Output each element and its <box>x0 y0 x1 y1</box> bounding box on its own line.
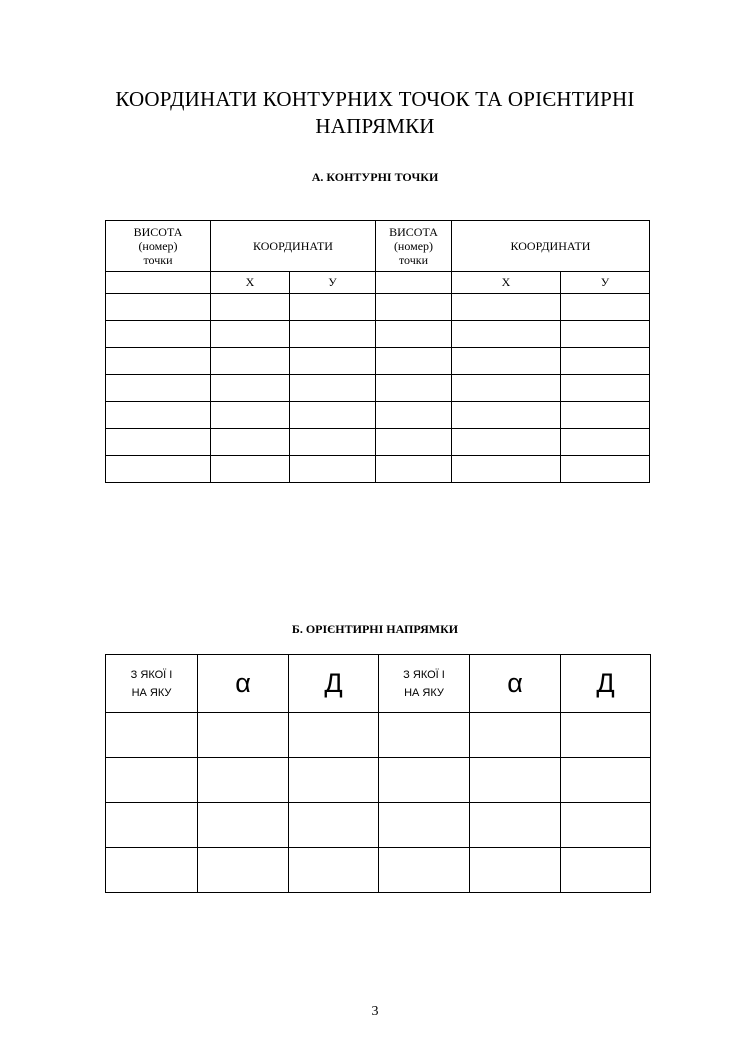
table-cell[interactable] <box>561 456 650 483</box>
table-cell[interactable] <box>290 429 376 456</box>
y-label-cell: У <box>561 272 650 294</box>
table-cell[interactable] <box>452 294 561 321</box>
page-title-line-2: НАПРЯМКИ <box>315 114 435 138</box>
table-cell[interactable] <box>561 402 650 429</box>
from-to-header-line-2: НА ЯКУ <box>404 686 444 699</box>
from-to-header-line-2: НА ЯКУ <box>131 686 172 699</box>
table-cell[interactable] <box>106 429 211 456</box>
height-header-line-2: (номер) <box>138 239 178 253</box>
height-header-line-3: точки <box>143 253 173 267</box>
page-title <box>0 86 750 140</box>
table-row <box>106 402 650 429</box>
table-cell[interactable] <box>376 321 452 348</box>
contour-points-table <box>105 220 650 483</box>
from-to-header-line-1: З ЯКОЇ І <box>403 668 445 681</box>
table-header-row <box>106 221 650 272</box>
table-subheader-row <box>106 272 650 294</box>
table-cell[interactable] <box>376 294 452 321</box>
table-cell[interactable] <box>470 848 561 893</box>
table-cell[interactable] <box>290 375 376 402</box>
table-cell[interactable] <box>452 321 561 348</box>
y-label-cell: У <box>290 272 376 294</box>
table-cell[interactable] <box>290 402 376 429</box>
table-cell[interactable] <box>561 348 650 375</box>
table-cell[interactable] <box>452 348 561 375</box>
table-cell[interactable] <box>452 402 561 429</box>
table-cell[interactable] <box>289 713 379 758</box>
height-header-line-1: ВИСОТА <box>133 225 183 239</box>
table-cell[interactable] <box>452 456 561 483</box>
table-cell[interactable] <box>561 375 650 402</box>
table-cell[interactable] <box>211 375 290 402</box>
table-cell[interactable] <box>452 375 561 402</box>
table-cell[interactable] <box>376 456 452 483</box>
table-row <box>106 321 650 348</box>
height-header-line-3: точки <box>398 253 429 267</box>
table-cell[interactable] <box>290 321 376 348</box>
table-cell[interactable] <box>289 803 379 848</box>
alpha-header-cell: α <box>470 655 561 713</box>
table-cell[interactable] <box>289 758 379 803</box>
table-cell[interactable] <box>106 713 198 758</box>
table-row <box>106 348 650 375</box>
table-cell[interactable] <box>211 348 290 375</box>
table-cell[interactable] <box>470 713 561 758</box>
table-cell[interactable] <box>106 348 211 375</box>
table-cell[interactable] <box>561 294 650 321</box>
from-to-header-cell <box>106 655 198 713</box>
table-cell[interactable] <box>376 402 452 429</box>
table-header-row <box>106 655 651 713</box>
table-cell[interactable] <box>452 429 561 456</box>
table-cell[interactable] <box>561 803 651 848</box>
section-b-heading: Б. ОРІЄНТИРНІ НАПРЯМКИ <box>291 622 459 636</box>
alpha-header-cell: α <box>198 655 289 713</box>
table-cell[interactable] <box>376 375 452 402</box>
table-cell[interactable] <box>376 348 452 375</box>
table-cell[interactable] <box>106 321 211 348</box>
reference-directions-table <box>105 654 651 893</box>
table-cell[interactable] <box>211 294 290 321</box>
table-cell[interactable] <box>379 758 470 803</box>
d-header-cell: Д <box>289 655 379 713</box>
table-cell[interactable] <box>106 456 211 483</box>
coords-header-cell: КООРДИНАТИ <box>452 221 650 272</box>
table-cell[interactable] <box>106 294 211 321</box>
table-row <box>106 294 650 321</box>
table-cell[interactable] <box>379 713 470 758</box>
table-cell[interactable] <box>561 758 651 803</box>
table-row <box>106 713 651 758</box>
table-cell[interactable] <box>290 294 376 321</box>
table-cell[interactable] <box>290 456 376 483</box>
table-cell[interactable] <box>211 321 290 348</box>
table-row <box>106 429 650 456</box>
table-cell[interactable] <box>211 429 290 456</box>
table-cell[interactable] <box>561 429 650 456</box>
from-to-header-line-1: З ЯКОЇ І <box>130 668 173 681</box>
table-cell[interactable] <box>106 803 198 848</box>
section-a-heading: А. КОНТУРНІ ТОЧКИ <box>311 170 439 184</box>
table-cell[interactable] <box>379 848 470 893</box>
table-cell[interactable] <box>198 758 289 803</box>
table-row <box>106 803 651 848</box>
table-row <box>106 848 651 893</box>
table-cell[interactable] <box>470 803 561 848</box>
table-cell[interactable] <box>198 713 289 758</box>
table-cell[interactable] <box>289 848 379 893</box>
table-cell[interactable] <box>561 848 651 893</box>
height-header-cell <box>106 221 211 272</box>
from-to-header-cell <box>379 655 470 713</box>
table-cell[interactable] <box>290 348 376 375</box>
page-number: 3 <box>371 1004 379 1019</box>
table-cell[interactable] <box>211 456 290 483</box>
table-cell[interactable] <box>379 803 470 848</box>
height-header-line-1: ВИСОТА <box>389 225 438 239</box>
table-cell[interactable] <box>106 758 198 803</box>
table-cell[interactable] <box>376 429 452 456</box>
table-cell[interactable] <box>106 402 211 429</box>
table-row <box>106 758 651 803</box>
coords-header-cell: КООРДИНАТИ <box>211 221 376 272</box>
table-cell[interactable] <box>198 803 289 848</box>
table-cell[interactable] <box>561 713 651 758</box>
height-header-cell <box>376 221 452 272</box>
table-row <box>106 375 650 402</box>
table-cell <box>376 272 452 294</box>
table-cell[interactable] <box>106 375 211 402</box>
table-cell[interactable] <box>470 758 561 803</box>
x-label-cell: Х <box>211 272 290 294</box>
table-cell[interactable] <box>106 848 198 893</box>
table-cell[interactable] <box>198 848 289 893</box>
table-cell[interactable] <box>561 321 650 348</box>
x-label-cell: Х <box>452 272 561 294</box>
table-cell <box>106 272 211 294</box>
table-row <box>106 456 650 483</box>
d-header-cell: Д <box>561 655 651 713</box>
page-title-line-1: КООРДИНАТИ КОНТУРНИХ ТОЧОК ТА ОРІЄНТИРНІ <box>115 87 635 111</box>
table-cell[interactable] <box>211 402 290 429</box>
height-header-line-2: (номер) <box>393 239 434 253</box>
